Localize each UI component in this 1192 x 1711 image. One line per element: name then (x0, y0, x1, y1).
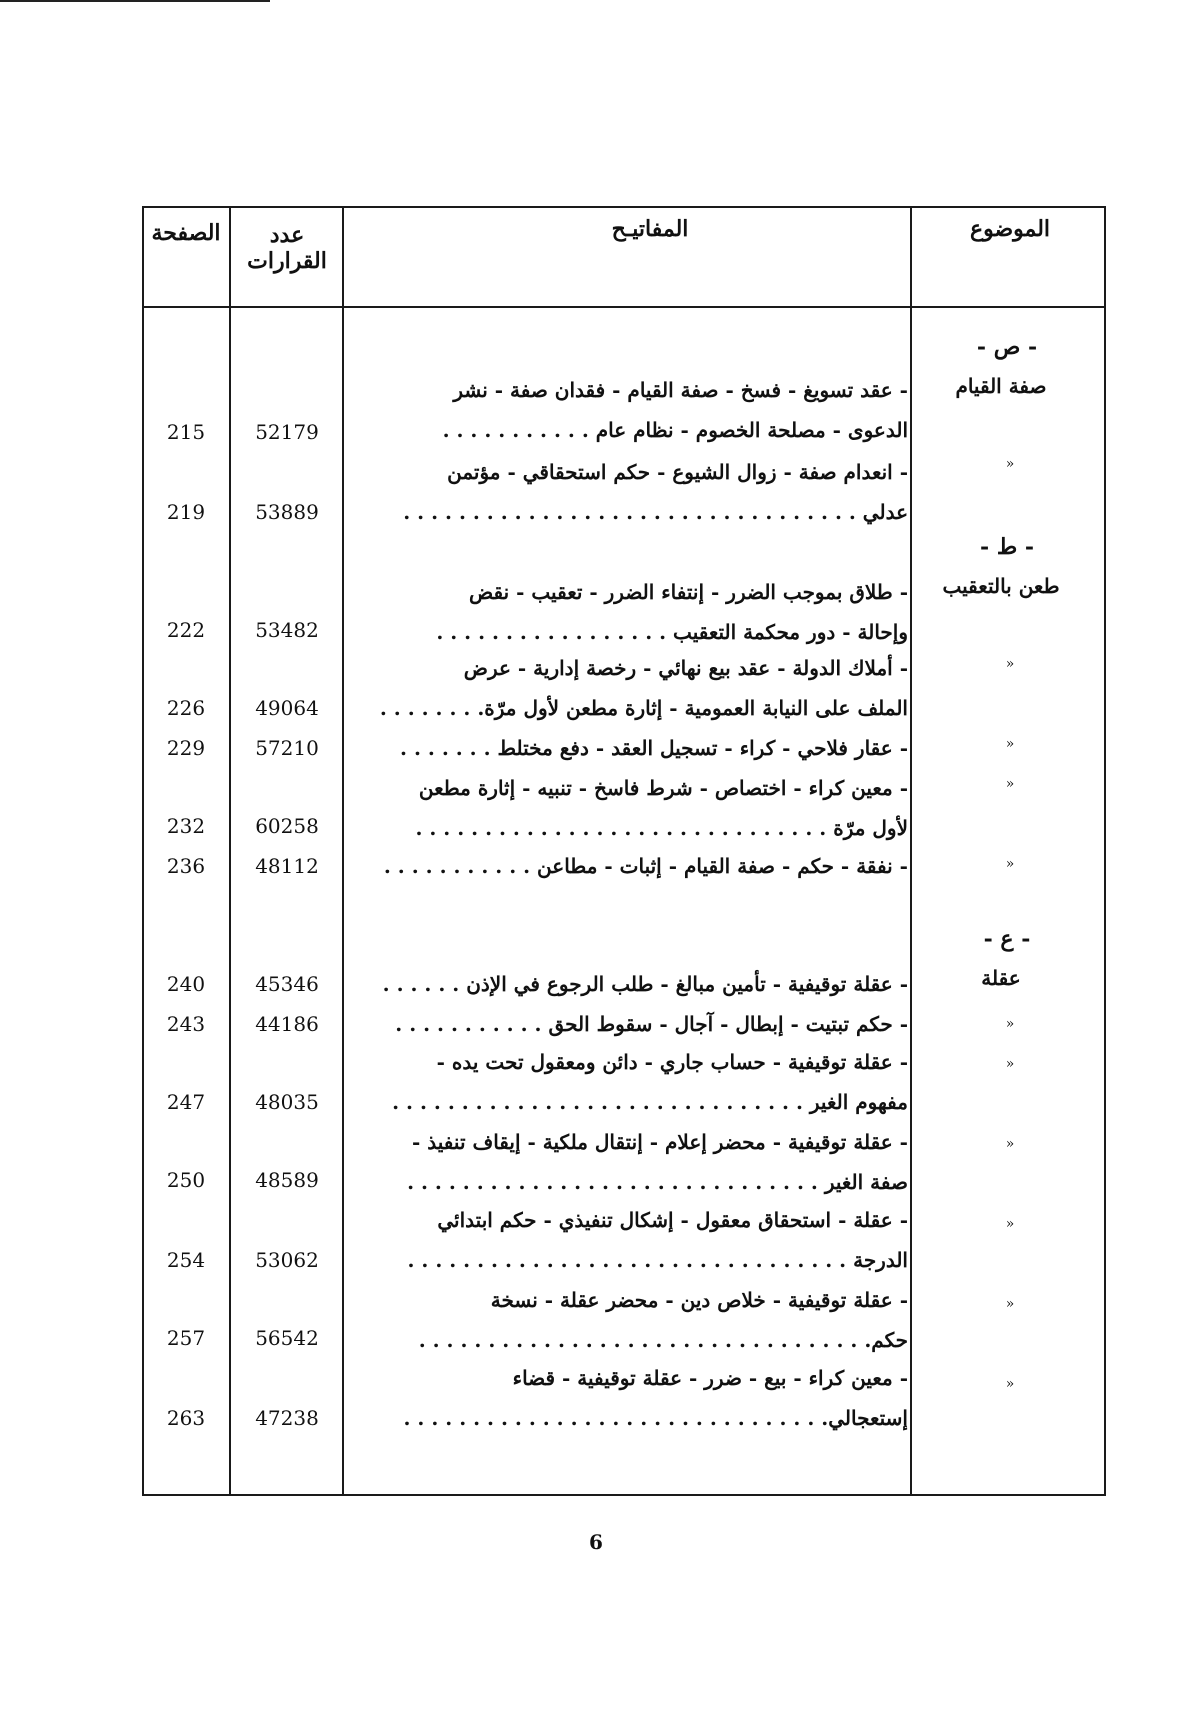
page-ref: 222 (166, 618, 206, 642)
entry-keywords (348, 1042, 908, 1122)
decision-count: 60258 (255, 814, 319, 838)
decision-count: 56542 (255, 1326, 319, 1350)
keywords-line: - معين كراء - اختصاص - شرط فاسخ - تنبيه - إثارة مطعن (418, 776, 908, 800)
ditto-mark: » (1005, 1216, 1015, 1232)
keywords-line: - عقلة توقيفية - تأمين مبالغ - طلب الرجوع في الإذن . . . . . . (382, 972, 908, 996)
keywords-line: - عقار فلاحي - كراء - تسجيل العقد - دفع مختلط . . . . . . . (400, 736, 908, 760)
page-ref: 236 (166, 854, 206, 878)
header-subject: الموضوع (969, 216, 1051, 242)
section-subject: صفة القيام (955, 374, 1047, 398)
ditto-mark: » (1005, 1376, 1015, 1392)
keywords-line: لأول مرّة . . . . . . . . . . . . . . . . . . . . . . . . . . . . . . (415, 816, 908, 840)
ditto-mark: » (1005, 1296, 1015, 1312)
keywords-line: الدرجة . . . . . . . . . . . . . . . . . . . . . . . . . . . . . . . . (407, 1248, 908, 1272)
keywords-line: حكم. . . . . . . . . . . . . . . . . . . . . . . . . . . . . . . . . (418, 1328, 908, 1352)
page-number: 6 (589, 1530, 603, 1554)
keywords-line: - نفقة - حكم - صفة القيام - إثبات - مطاعن . . . . . . . . . . . (383, 854, 908, 878)
keywords-line: مفهوم الغير . . . . . . . . . . . . . . . . . . . . . . . . . . . . . . (392, 1090, 908, 1114)
page-ref: 257 (166, 1326, 206, 1350)
page-ref: 254 (166, 1248, 206, 1272)
ditto-mark: » (1005, 776, 1015, 792)
header-count-line1: عدد (269, 222, 305, 248)
decision-count: 47238 (255, 1406, 319, 1430)
keywords-line: الدعوى - مصلحة الخصوم - نظام عام . . . . . . . . . . . (442, 418, 908, 442)
ditto-mark: » (1005, 1136, 1015, 1152)
entry-keywords (348, 572, 908, 652)
decision-count: 49064 (255, 696, 319, 720)
page-ref: 215 (166, 420, 206, 444)
section-subject: طعن بالتعقيب (942, 574, 1060, 598)
keywords-line: - انعدام صفة - زوال الشيوع - حكم استحقاقي - مؤتمن (447, 460, 908, 484)
entry-keywords (348, 846, 908, 886)
keywords-line: إستعجالي. . . . . . . . . . . . . . . . . . . . . . . . . . . . . . . (403, 1406, 908, 1430)
page-ref: 232 (166, 814, 206, 838)
decision-count: 53062 (255, 1248, 319, 1272)
header-keywords: المفاتيـح (611, 216, 689, 242)
entry-keywords (348, 1358, 908, 1438)
entry-keywords (348, 1200, 908, 1280)
page-ref: 247 (166, 1090, 206, 1114)
ditto-mark: » (1005, 1056, 1015, 1072)
keywords-line: صفة الغير . . . . . . . . . . . . . . . . . . . . . . . . . . . . . . (407, 1170, 908, 1194)
entry-keywords (348, 648, 908, 728)
keywords-line: الملف على النيابة العمومية - إثارة مطعن لأول مرّة. . . . . . . . (379, 696, 908, 720)
entry-keywords (348, 1004, 908, 1044)
page-ref: 250 (166, 1168, 206, 1192)
ditto-mark: » (1005, 856, 1015, 872)
entry-keywords (348, 452, 908, 532)
ditto-mark: » (1005, 1016, 1015, 1032)
header-page: الصفحة (151, 220, 221, 246)
decision-count: 44186 (255, 1012, 319, 1036)
page-ref: 240 (166, 972, 206, 996)
column-divider-count (342, 208, 344, 1494)
section-letter: - ص - (976, 334, 1038, 360)
decision-count: 48589 (255, 1168, 319, 1192)
header-count-line2: القرارات (247, 248, 327, 274)
column-divider-page (229, 208, 231, 1494)
decision-count: 52179 (255, 420, 319, 444)
keywords-line: - أملاك الدولة - عقد بيع نهائي - رخصة إدارية - عرض (463, 656, 908, 680)
keywords-line: - حكم تبتيت - إبطال - آجال - سقوط الحق . . . . . . . . . . . (395, 1012, 908, 1036)
keywords-line: - طلاق بموجب الضرر - إنتفاء الضرر - تعقيب - نقض (468, 580, 908, 604)
header-divider (144, 306, 1104, 308)
entry-keywords (348, 728, 908, 768)
entry-keywords (348, 1280, 908, 1360)
section-letter: - ط - (980, 534, 1034, 560)
entry-keywords (348, 370, 908, 450)
page-ref: 229 (166, 736, 206, 760)
ditto-mark: » (1005, 456, 1015, 472)
page-ref: 243 (166, 1012, 206, 1036)
ditto-mark: » (1005, 736, 1015, 752)
decision-count: 48035 (255, 1090, 319, 1114)
section-letter: - ع - (983, 926, 1031, 952)
page-ref: 263 (166, 1406, 206, 1430)
keywords-line: - عقلة توقيفية - خلاص دين - محضر عقلة - نسخة (490, 1288, 908, 1312)
decision-count: 53482 (255, 618, 319, 642)
keywords-line: - عقلة توقيفية - حساب جاري - دائن ومعقول تحت يده - (436, 1050, 908, 1074)
decision-count: 57210 (255, 736, 319, 760)
header-count (232, 222, 342, 274)
decision-count: 45346 (255, 972, 319, 996)
keywords-line: - عقلة - استحقاق معقول - إشكال تنفيذي - حكم ابتدائي (437, 1208, 908, 1232)
decision-count: 48112 (255, 854, 319, 878)
keywords-line: - عقلة توقيفية - محضر إعلام - إنتقال ملكية - إيقاف تنفيذ - (412, 1130, 908, 1154)
top-edge-line (0, 0, 270, 2)
keywords-line: - عقد تسويغ - فسخ - صفة القيام - فقدان صفة - نشر (453, 378, 908, 402)
decision-count: 53889 (255, 500, 319, 524)
page-ref: 226 (166, 696, 206, 720)
entry-keywords (348, 768, 908, 848)
entry-keywords (348, 964, 908, 1004)
column-divider-keywords (910, 208, 912, 1494)
section-subject: عقلة (981, 966, 1021, 990)
ditto-mark: » (1005, 656, 1015, 672)
keywords-line: عدلي . . . . . . . . . . . . . . . . . . . . . . . . . . . . . . . . . (403, 500, 908, 524)
keywords-line: - معين كراء - بيع - ضرر - عقلة توقيفية - قضاء (512, 1366, 908, 1390)
entry-keywords (348, 1122, 908, 1202)
page-ref: 219 (166, 500, 206, 524)
keywords-line: وإحالة - دور محكمة التعقيب . . . . . . . . . . . . . . . . . (436, 620, 908, 644)
